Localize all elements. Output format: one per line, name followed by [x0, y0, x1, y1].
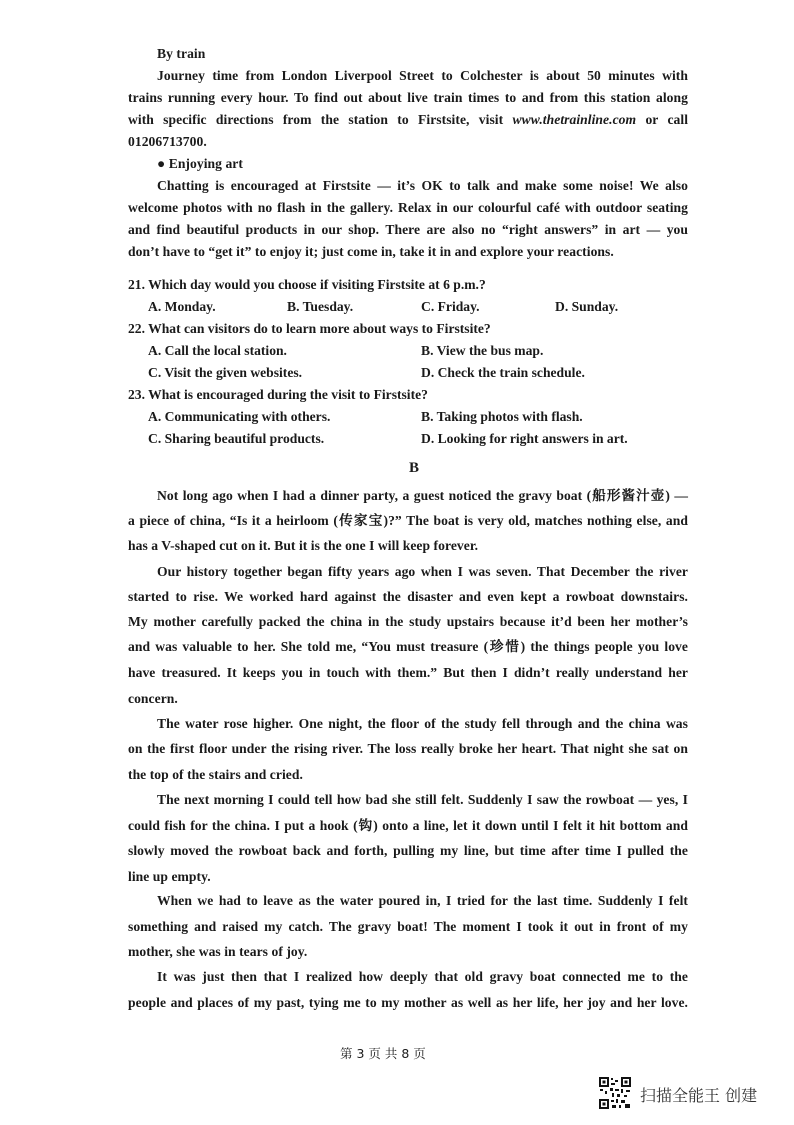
q21-option-c: C. Friday. — [421, 299, 480, 314]
passage-line: the top of the stairs and cried. — [128, 767, 303, 782]
passage-line: people and places of my past, tying me to my mother as well as her life, her joy and her love. — [128, 995, 688, 1010]
q23-option-d: D. Looking for right answers in art. — [421, 431, 628, 446]
q22-option-b: B. View the bus map. — [421, 343, 544, 358]
by-train-line-2: trains running every hour. To find out about live train times to and from this station along — [128, 90, 688, 105]
by-train-line-3-end: or call — [645, 112, 689, 127]
qr-code-icon — [598, 1076, 632, 1110]
by-train-line-4: 01206713700. — [128, 134, 207, 149]
art-line-2: welcome photos with no flash in the gallery. Relax in our colourful café with outdoor seating — [128, 200, 688, 215]
passage-line: The water rose higher. One night, the floor of the study fell through and the china was — [157, 716, 688, 731]
trainline-url: www.thetrainline.com — [512, 112, 637, 127]
by-train-line-3 — [128, 110, 688, 130]
passage-line: has a V-shaped cut on it. But it is the one I will keep forever. — [128, 538, 479, 553]
section-b-label: B — [409, 460, 420, 476]
art-line-4: don’t have to “get it” to enjoy it; just come in, take it in and explore your reactions. — [128, 244, 614, 259]
passage-line: The next morning I could tell how bad she still felt. Suddenly I saw the rowboat — yes, I — [157, 792, 688, 807]
q22-option-a: A. Call the local station. — [148, 343, 287, 358]
question-23: 23. What is encouraged during the visit to Firstsite? — [128, 387, 428, 402]
q22-option-c: C. Visit the given websites. — [148, 365, 303, 380]
passage-line: started to rise. We worked hard against the disaster and even kept a rowboat downstairs. — [128, 589, 688, 604]
q23-option-a: A. Communicating with others. — [148, 409, 331, 424]
q21-option-a: A. Monday. — [148, 299, 216, 314]
art-line-3: and find beautiful products in our shop. There are also no “right answers” in art — you — [128, 222, 688, 237]
passage-line: and was valuable to her. She told me, “You must treasure (珍惜) the things people you love — [128, 639, 688, 654]
passage-line: something and raised my catch. The gravy boat! The moment I took it out in front of my — [128, 919, 688, 934]
question-22: 22. What can visitors do to learn more about ways to Firstsite? — [128, 321, 491, 336]
scanner-watermark: 扫描全能王 创建 — [640, 1086, 758, 1105]
passage-line: have treasured. It keeps you in touch with them.” But then I didn’t really understand her — [128, 665, 688, 680]
q21-option-d: D. Sunday. — [555, 299, 619, 314]
by-train-line-3-text: with specific directions from the station to Firstsite, visit — [128, 112, 504, 127]
passage-line: When we had to leave as the water poured in, I tried for the last time. Suddenly I felt — [157, 893, 688, 908]
question-21: 21. Which day would you choose if visiting Firstsite at 6 p.m.? — [128, 277, 486, 292]
passage-line: on the first floor under the rising river. The loss really broke her heart. That night she sat on — [128, 741, 688, 756]
q23-option-b: B. Taking photos with flash. — [421, 409, 583, 424]
q21-option-b: B. Tuesday. — [287, 299, 354, 314]
q23-option-c: C. Sharing beautiful products. — [148, 431, 325, 446]
passage-line: slowly moved the rowboat back and forth, pulling my line, but time after time I pulled the — [128, 843, 688, 858]
q22-option-d: D. Check the train schedule. — [421, 365, 585, 380]
passage-line: a piece of china, “Is it a heirloom (传家宝)?” The boat is very old, matches nothing else, and — [128, 513, 688, 528]
passage-line: It was just then that I realized how deeply that old gravy boat connected me to the — [157, 969, 688, 984]
passage-line: mother, she was in tears of joy. — [128, 944, 308, 959]
passage-line: Not long ago when I had a dinner party, a guest noticed the gravy boat (船形酱汁壶) — — [157, 488, 688, 503]
enjoying-art-heading: ● Enjoying art — [157, 156, 243, 171]
page-number: 第 3 页 共 8 页 — [340, 1046, 426, 1061]
art-line-1: Chatting is encouraged at Firstsite — it’s OK to talk and make some noise! We also — [157, 178, 688, 193]
passage-line: My mother carefully packed the china in the study upstairs because it’d been her mother’s — [128, 614, 688, 629]
by-train-heading: By train — [157, 46, 206, 61]
passage-line: line up empty. — [128, 869, 211, 884]
passage-line: could fish for the china. I put a hook (钩) onto a line, let it down until I felt it hit bottom and — [128, 818, 688, 833]
passage-line: concern. — [128, 691, 178, 706]
passage-line: Our history together began fifty years ago when I was seven. That December the river — [157, 564, 688, 579]
by-train-line-1: Journey time from London Liverpool Street to Colchester is about 50 minutes with — [157, 68, 688, 83]
